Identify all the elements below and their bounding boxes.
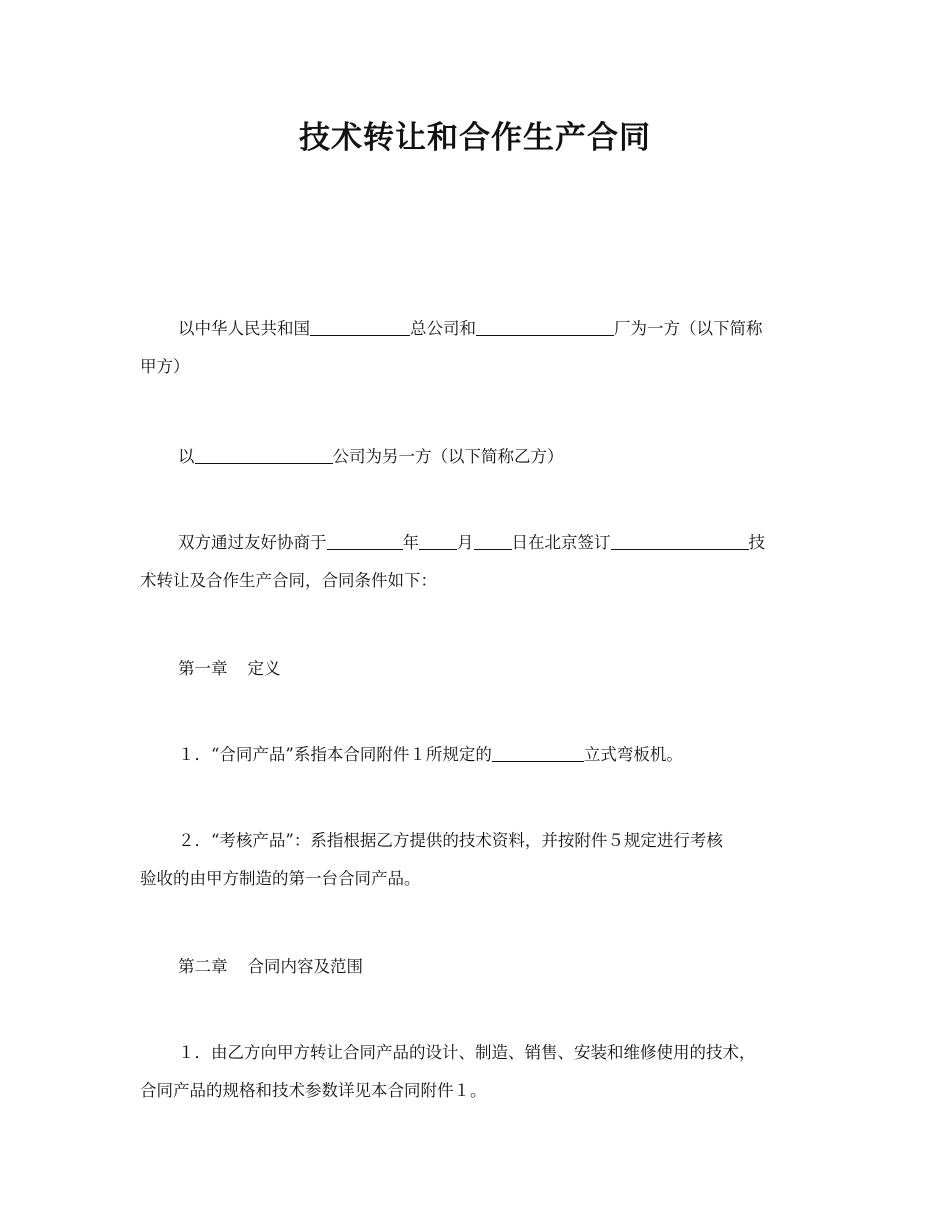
chapter-2-item-1: １．由乙方向甲方转让合同产品的设计、制造、销售、安装和维修使用的技术， 合同产品的规格和技术参数详见本合同附件１。 [140,1043,756,1100]
preamble-party-b: 以 公司为另一方（以下简称乙方） [178,447,564,466]
blank-factory [476,317,614,336]
blank-year [327,531,403,550]
blank-month [419,531,457,550]
document-title: 技术转让和合作生产合同 [299,120,651,156]
chapter-1-item-1: １．“合同产品”系指本合同附件１所规定的 立式弯板机。 [178,745,683,764]
chapter-1-heading: 第一章 定义 [178,659,281,678]
chapter-1-item-2: ２．“考核产品”：系指根据乙方提供的技术资料，并按附件５规定进行考核 验收的由甲方制造的第一台合同产品。 [140,831,723,888]
chapter-2-heading: 第二章 合同内容及范围 [178,957,363,976]
preamble-signing: 双方通过友好协商于 年 月 日在北京签订 技 术转让及合作生产合同，合同条件如下： [140,533,765,590]
blank-technology [611,531,749,550]
blank-corporation [310,317,410,336]
blank-company [195,445,333,464]
blank-product [492,743,584,762]
blank-day [474,531,512,550]
preamble-party-a: 以中华人民共和国 总公司和 厂为一方（以下简称 甲方） [140,319,763,376]
